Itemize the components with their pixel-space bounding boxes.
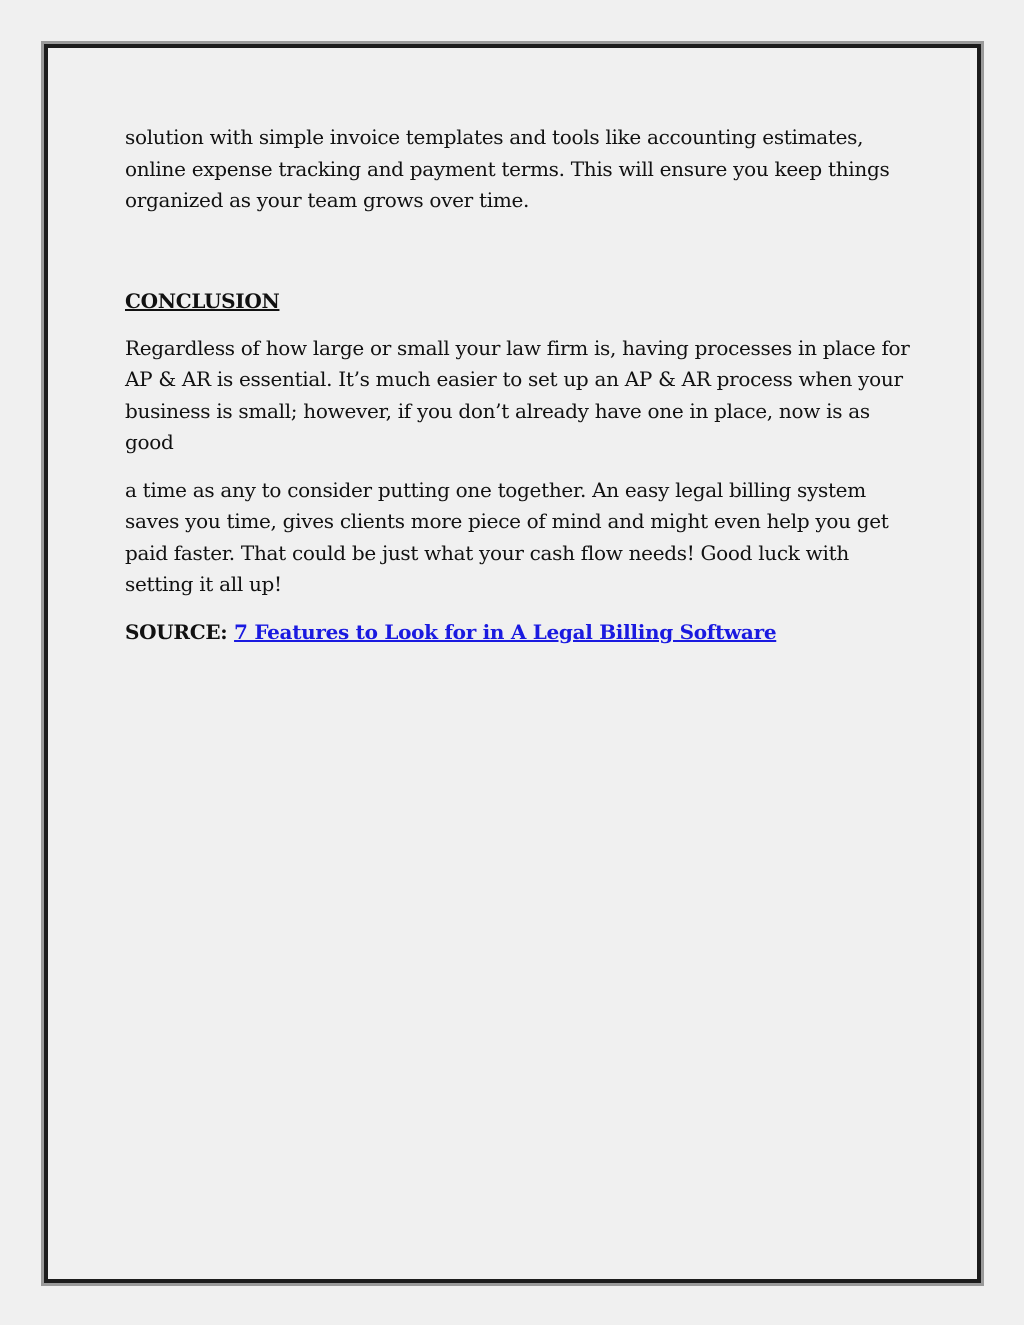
paragraph-conclusion-1: Regardless of how large or small your law firm is, having processes in place for AP & AR is essential. It’s much easier to set up an AP & AR process when your business is small; however, if you don’t already have one in place, now is as good <box>125 335 910 454</box>
paragraph-conclusion-2: a time as any to consider putting one together. An easy legal billing system saves you time, gives clients more piece of mind and might even help you get paid faster. That could be just what your cash flow needs! Good luck with setting it all up! <box>125 477 889 596</box>
document-body <box>125 122 910 648</box>
document-page <box>44 44 981 1283</box>
conclusion-heading: CONCLUSION <box>125 288 280 313</box>
source-link[interactable]: 7 Features to Look for in A Legal Billing Software <box>234 619 777 644</box>
source-label: SOURCE: <box>125 619 228 644</box>
paragraph-intro: solution with simple invoice templates and tools like accounting estimates, online expense tracking and payment terms. This will ensure you keep things organized as your team grows over time. <box>125 125 890 212</box>
source-line <box>125 617 910 648</box>
